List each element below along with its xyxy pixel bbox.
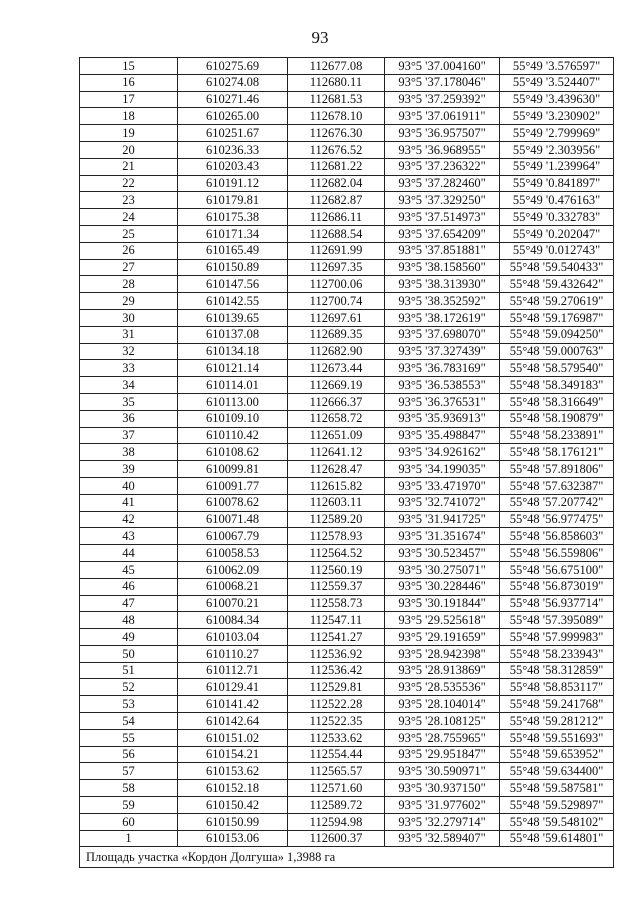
table-row <box>80 192 614 209</box>
longitude-cell: 93°5 '37.329250" <box>385 192 500 209</box>
y-coordinate-cell: 112533.62 <box>288 729 385 746</box>
point-number-cell: 50 <box>80 645 178 662</box>
x-coordinate-cell: 610108.62 <box>178 444 288 461</box>
x-coordinate-cell: 610165.49 <box>178 242 288 259</box>
y-coordinate-cell: 112688.54 <box>288 225 385 242</box>
table-row <box>80 225 614 242</box>
latitude-cell: 55°48 '59.270619" <box>500 293 614 310</box>
longitude-cell: 93°5 '29.191659" <box>385 629 500 646</box>
longitude-cell: 93°5 '30.228446" <box>385 578 500 595</box>
longitude-cell: 93°5 '38.313930" <box>385 276 500 293</box>
longitude-cell: 93°5 '33.471970" <box>385 477 500 494</box>
table-row <box>80 494 614 511</box>
x-coordinate-cell: 610121.14 <box>178 360 288 377</box>
point-number-cell: 23 <box>80 192 178 209</box>
x-coordinate-cell: 610142.64 <box>178 713 288 730</box>
point-number-cell: 15 <box>80 58 178 75</box>
table-row <box>80 662 614 679</box>
latitude-cell: 55°48 '57.207742" <box>500 494 614 511</box>
longitude-cell: 93°5 '35.498847" <box>385 427 500 444</box>
table-row <box>80 158 614 175</box>
table-row <box>80 780 614 797</box>
latitude-cell: 55°49 '3.439630" <box>500 91 614 108</box>
table-row <box>80 645 614 662</box>
y-coordinate-cell: 112560.19 <box>288 561 385 578</box>
x-coordinate-cell: 610070.21 <box>178 595 288 612</box>
latitude-cell: 55°48 '58.190879" <box>500 410 614 427</box>
point-number-cell: 59 <box>80 797 178 814</box>
longitude-cell: 93°5 '32.279714" <box>385 813 500 830</box>
point-number-cell: 21 <box>80 158 178 175</box>
x-coordinate-cell: 610203.43 <box>178 158 288 175</box>
point-number-cell: 56 <box>80 746 178 763</box>
latitude-cell: 55°48 '59.540433" <box>500 259 614 276</box>
point-number-cell: 17 <box>80 91 178 108</box>
latitude-cell: 55°48 '59.587581" <box>500 780 614 797</box>
table-row <box>80 528 614 545</box>
y-coordinate-cell: 112697.35 <box>288 259 385 276</box>
y-coordinate-cell: 112641.12 <box>288 444 385 461</box>
point-number-cell: 39 <box>80 461 178 478</box>
x-coordinate-cell: 610109.10 <box>178 410 288 427</box>
table-row <box>80 393 614 410</box>
point-number-cell: 44 <box>80 545 178 562</box>
longitude-cell: 93°5 '28.108125" <box>385 713 500 730</box>
y-coordinate-cell: 112697.61 <box>288 309 385 326</box>
x-coordinate-cell: 610110.27 <box>178 645 288 662</box>
point-number-cell: 55 <box>80 729 178 746</box>
x-coordinate-cell: 610139.65 <box>178 309 288 326</box>
point-number-cell: 33 <box>80 360 178 377</box>
latitude-cell: 55°48 '57.632387" <box>500 477 614 494</box>
y-coordinate-cell: 112522.28 <box>288 696 385 713</box>
table-row <box>80 763 614 780</box>
latitude-cell: 55°49 '3.576597" <box>500 58 614 75</box>
x-coordinate-cell: 610142.55 <box>178 293 288 310</box>
y-coordinate-cell: 112589.72 <box>288 797 385 814</box>
x-coordinate-cell: 610110.42 <box>178 427 288 444</box>
latitude-cell: 55°48 '59.529897" <box>500 797 614 814</box>
point-number-cell: 37 <box>80 427 178 444</box>
x-coordinate-cell: 610058.53 <box>178 545 288 562</box>
x-coordinate-cell: 610152.18 <box>178 780 288 797</box>
coordinates-table-body <box>80 58 614 847</box>
latitude-cell: 55°49 '0.332783" <box>500 209 614 226</box>
point-number-cell: 22 <box>80 175 178 192</box>
table-row <box>80 746 614 763</box>
latitude-cell: 55°48 '58.233943" <box>500 645 614 662</box>
y-coordinate-cell: 112658.72 <box>288 410 385 427</box>
point-number-cell: 29 <box>80 293 178 310</box>
longitude-cell: 93°5 '37.259392" <box>385 91 500 108</box>
latitude-cell: 55°48 '59.432642" <box>500 276 614 293</box>
table-row <box>80 91 614 108</box>
longitude-cell: 93°5 '37.004160" <box>385 58 500 75</box>
latitude-cell: 55°48 '58.579540" <box>500 360 614 377</box>
point-number-cell: 28 <box>80 276 178 293</box>
latitude-cell: 55°48 '59.094250" <box>500 326 614 343</box>
table-row <box>80 343 614 360</box>
longitude-cell: 93°5 '37.654209" <box>385 225 500 242</box>
longitude-cell: 93°5 '38.158560" <box>385 259 500 276</box>
y-coordinate-cell: 112547.11 <box>288 612 385 629</box>
table-row <box>80 175 614 192</box>
longitude-cell: 93°5 '38.352592" <box>385 293 500 310</box>
point-number-cell: 57 <box>80 763 178 780</box>
y-coordinate-cell: 112529.81 <box>288 679 385 696</box>
y-coordinate-cell: 112615.82 <box>288 477 385 494</box>
point-number-cell: 54 <box>80 713 178 730</box>
longitude-cell: 93°5 '31.351674" <box>385 528 500 545</box>
table-row <box>80 461 614 478</box>
x-coordinate-cell: 610271.46 <box>178 91 288 108</box>
y-coordinate-cell: 112554.44 <box>288 746 385 763</box>
table-row <box>80 629 614 646</box>
table-row <box>80 578 614 595</box>
latitude-cell: 55°48 '59.551693" <box>500 729 614 746</box>
y-coordinate-cell: 112677.08 <box>288 58 385 75</box>
table-row <box>80 293 614 310</box>
point-number-cell: 48 <box>80 612 178 629</box>
y-coordinate-cell: 112682.87 <box>288 192 385 209</box>
point-number-cell: 46 <box>80 578 178 595</box>
x-coordinate-cell: 610114.01 <box>178 377 288 394</box>
latitude-cell: 55°49 '0.841897" <box>500 175 614 192</box>
latitude-cell: 55°49 '0.012743" <box>500 242 614 259</box>
longitude-cell: 93°5 '37.514973" <box>385 209 500 226</box>
table-row <box>80 813 614 830</box>
latitude-cell: 55°48 '59.176987" <box>500 309 614 326</box>
longitude-cell: 93°5 '37.178046" <box>385 74 500 91</box>
x-coordinate-cell: 610084.34 <box>178 612 288 629</box>
y-coordinate-cell: 112628.47 <box>288 461 385 478</box>
longitude-cell: 93°5 '31.941725" <box>385 511 500 528</box>
y-coordinate-cell: 112700.06 <box>288 276 385 293</box>
point-number-cell: 26 <box>80 242 178 259</box>
x-coordinate-cell: 610067.79 <box>178 528 288 545</box>
table-row <box>80 410 614 427</box>
y-coordinate-cell: 112565.57 <box>288 763 385 780</box>
longitude-cell: 93°5 '32.741072" <box>385 494 500 511</box>
latitude-cell: 55°48 '58.349183" <box>500 377 614 394</box>
point-number-cell: 27 <box>80 259 178 276</box>
y-coordinate-cell: 112589.20 <box>288 511 385 528</box>
longitude-cell: 93°5 '35.936913" <box>385 410 500 427</box>
longitude-cell: 93°5 '34.926162" <box>385 444 500 461</box>
table-row <box>80 713 614 730</box>
longitude-cell: 93°5 '37.236322" <box>385 158 500 175</box>
latitude-cell: 55°49 '1.239964" <box>500 158 614 175</box>
y-coordinate-cell: 112682.90 <box>288 343 385 360</box>
point-number-cell: 43 <box>80 528 178 545</box>
latitude-cell: 55°48 '58.176121" <box>500 444 614 461</box>
point-number-cell: 45 <box>80 561 178 578</box>
latitude-cell: 55°48 '59.281212" <box>500 713 614 730</box>
y-coordinate-cell: 112676.52 <box>288 141 385 158</box>
y-coordinate-cell: 112681.53 <box>288 91 385 108</box>
point-number-cell: 42 <box>80 511 178 528</box>
longitude-cell: 93°5 '36.783169" <box>385 360 500 377</box>
y-coordinate-cell: 112676.30 <box>288 125 385 142</box>
y-coordinate-cell: 112686.11 <box>288 209 385 226</box>
x-coordinate-cell: 610150.89 <box>178 259 288 276</box>
table-row <box>80 612 614 629</box>
y-coordinate-cell: 112669.19 <box>288 377 385 394</box>
x-coordinate-cell: 610175.38 <box>178 209 288 226</box>
table-row <box>80 108 614 125</box>
x-coordinate-cell: 610099.81 <box>178 461 288 478</box>
coordinates-table <box>79 57 614 868</box>
table-row <box>80 696 614 713</box>
table-row <box>80 444 614 461</box>
y-coordinate-cell: 112558.73 <box>288 595 385 612</box>
x-coordinate-cell: 610129.41 <box>178 679 288 696</box>
x-coordinate-cell: 610071.48 <box>178 511 288 528</box>
latitude-cell: 55°48 '58.233891" <box>500 427 614 444</box>
x-coordinate-cell: 610153.62 <box>178 763 288 780</box>
table-row <box>80 729 614 746</box>
point-number-cell: 40 <box>80 477 178 494</box>
latitude-cell: 55°48 '56.858603" <box>500 528 614 545</box>
longitude-cell: 93°5 '30.937150" <box>385 780 500 797</box>
latitude-cell: 55°48 '56.873019" <box>500 578 614 595</box>
y-coordinate-cell: 112700.74 <box>288 293 385 310</box>
latitude-cell: 55°48 '58.853117" <box>500 679 614 696</box>
y-coordinate-cell: 112541.27 <box>288 629 385 646</box>
longitude-cell: 93°5 '30.275071" <box>385 561 500 578</box>
y-coordinate-cell: 112578.93 <box>288 528 385 545</box>
latitude-cell: 55°48 '59.548102" <box>500 813 614 830</box>
point-number-cell: 20 <box>80 141 178 158</box>
y-coordinate-cell: 112682.04 <box>288 175 385 192</box>
latitude-cell: 55°48 '57.891806" <box>500 461 614 478</box>
longitude-cell: 93°5 '28.913869" <box>385 662 500 679</box>
table-row <box>80 209 614 226</box>
longitude-cell: 93°5 '37.061911" <box>385 108 500 125</box>
y-coordinate-cell: 112666.37 <box>288 393 385 410</box>
latitude-cell: 55°49 '2.303956" <box>500 141 614 158</box>
longitude-cell: 93°5 '29.951847" <box>385 746 500 763</box>
point-number-cell: 19 <box>80 125 178 142</box>
latitude-cell: 55°48 '58.312859" <box>500 662 614 679</box>
x-coordinate-cell: 610179.81 <box>178 192 288 209</box>
latitude-cell: 55°49 '0.476163" <box>500 192 614 209</box>
x-coordinate-cell: 610151.02 <box>178 729 288 746</box>
y-coordinate-cell: 112603.11 <box>288 494 385 511</box>
point-number-cell: 47 <box>80 595 178 612</box>
longitude-cell: 93°5 '28.104014" <box>385 696 500 713</box>
y-coordinate-cell: 112564.52 <box>288 545 385 562</box>
x-coordinate-cell: 610113.00 <box>178 393 288 410</box>
x-coordinate-cell: 610236.33 <box>178 141 288 158</box>
y-coordinate-cell: 112680.11 <box>288 74 385 91</box>
point-number-cell: 36 <box>80 410 178 427</box>
longitude-cell: 93°5 '28.942398" <box>385 645 500 662</box>
latitude-cell: 55°49 '0.202047" <box>500 225 614 242</box>
latitude-cell: 55°49 '2.799969" <box>500 125 614 142</box>
table-row <box>80 595 614 612</box>
x-coordinate-cell: 610141.42 <box>178 696 288 713</box>
table-row <box>80 377 614 394</box>
longitude-cell: 93°5 '32.589407" <box>385 830 500 847</box>
x-coordinate-cell: 610147.56 <box>178 276 288 293</box>
point-number-cell: 31 <box>80 326 178 343</box>
y-coordinate-cell: 112522.35 <box>288 713 385 730</box>
y-coordinate-cell: 112536.42 <box>288 662 385 679</box>
x-coordinate-cell: 610150.99 <box>178 813 288 830</box>
x-coordinate-cell: 610112.71 <box>178 662 288 679</box>
y-coordinate-cell: 112689.35 <box>288 326 385 343</box>
point-number-cell: 53 <box>80 696 178 713</box>
x-coordinate-cell: 610265.00 <box>178 108 288 125</box>
latitude-cell: 55°48 '59.634400" <box>500 763 614 780</box>
table-row <box>80 259 614 276</box>
y-coordinate-cell: 112600.37 <box>288 830 385 847</box>
x-coordinate-cell: 610154.21 <box>178 746 288 763</box>
x-coordinate-cell: 610103.04 <box>178 629 288 646</box>
longitude-cell: 93°5 '37.698070" <box>385 326 500 343</box>
x-coordinate-cell: 610078.62 <box>178 494 288 511</box>
point-number-cell: 1 <box>80 830 178 847</box>
point-number-cell: 41 <box>80 494 178 511</box>
y-coordinate-cell: 112678.10 <box>288 108 385 125</box>
longitude-cell: 93°5 '36.957507" <box>385 125 500 142</box>
longitude-cell: 93°5 '37.851881" <box>385 242 500 259</box>
point-number-cell: 60 <box>80 813 178 830</box>
longitude-cell: 93°5 '38.172619" <box>385 309 500 326</box>
table-row <box>80 326 614 343</box>
table-row <box>80 125 614 142</box>
y-coordinate-cell: 112691.99 <box>288 242 385 259</box>
y-coordinate-cell: 112651.09 <box>288 427 385 444</box>
table-row <box>80 74 614 91</box>
longitude-cell: 93°5 '37.327439" <box>385 343 500 360</box>
point-number-cell: 32 <box>80 343 178 360</box>
y-coordinate-cell: 112681.22 <box>288 158 385 175</box>
latitude-cell: 55°48 '57.999983" <box>500 629 614 646</box>
table-row <box>80 477 614 494</box>
latitude-cell: 55°48 '56.937714" <box>500 595 614 612</box>
x-coordinate-cell: 610137.08 <box>178 326 288 343</box>
table-row <box>80 276 614 293</box>
y-coordinate-cell: 112536.92 <box>288 645 385 662</box>
latitude-cell: 55°48 '57.395089" <box>500 612 614 629</box>
table-row <box>80 797 614 814</box>
page-number: 93 <box>311 28 329 47</box>
x-coordinate-cell: 610274.08 <box>178 74 288 91</box>
longitude-cell: 93°5 '37.282460" <box>385 175 500 192</box>
point-number-cell: 49 <box>80 629 178 646</box>
x-coordinate-cell: 610251.67 <box>178 125 288 142</box>
longitude-cell: 93°5 '31.977602" <box>385 797 500 814</box>
longitude-cell: 93°5 '36.538553" <box>385 377 500 394</box>
x-coordinate-cell: 610134.18 <box>178 343 288 360</box>
x-coordinate-cell: 610068.21 <box>178 578 288 595</box>
latitude-cell: 55°48 '56.559806" <box>500 545 614 562</box>
longitude-cell: 93°5 '30.523457" <box>385 545 500 562</box>
longitude-cell: 93°5 '34.199035" <box>385 461 500 478</box>
table-row <box>80 309 614 326</box>
y-coordinate-cell: 112571.60 <box>288 780 385 797</box>
longitude-cell: 93°5 '30.590971" <box>385 763 500 780</box>
longitude-cell: 93°5 '30.191844" <box>385 595 500 612</box>
latitude-cell: 55°48 '59.653952" <box>500 746 614 763</box>
x-coordinate-cell: 610150.42 <box>178 797 288 814</box>
table-row <box>80 545 614 562</box>
point-number-cell: 30 <box>80 309 178 326</box>
latitude-cell: 55°49 '3.230902" <box>500 108 614 125</box>
longitude-cell: 93°5 '28.755965" <box>385 729 500 746</box>
table-row <box>80 242 614 259</box>
y-coordinate-cell: 112559.37 <box>288 578 385 595</box>
longitude-cell: 93°5 '29.525618" <box>385 612 500 629</box>
latitude-cell: 55°48 '59.614801" <box>500 830 614 847</box>
x-coordinate-cell: 610153.06 <box>178 830 288 847</box>
latitude-cell: 55°48 '58.316649" <box>500 393 614 410</box>
point-number-cell: 16 <box>80 74 178 91</box>
table-row <box>80 427 614 444</box>
point-number-cell: 38 <box>80 444 178 461</box>
table-row <box>80 141 614 158</box>
point-number-cell: 34 <box>80 377 178 394</box>
table-row <box>80 679 614 696</box>
latitude-cell: 55°48 '56.675100" <box>500 561 614 578</box>
table-row <box>80 561 614 578</box>
y-coordinate-cell: 112673.44 <box>288 360 385 377</box>
point-number-cell: 24 <box>80 209 178 226</box>
table-row <box>80 511 614 528</box>
latitude-cell: 55°48 '56.977475" <box>500 511 614 528</box>
longitude-cell: 93°5 '36.968955" <box>385 141 500 158</box>
table-row <box>80 58 614 75</box>
point-number-cell: 18 <box>80 108 178 125</box>
longitude-cell: 93°5 '28.535536" <box>385 679 500 696</box>
y-coordinate-cell: 112594.98 <box>288 813 385 830</box>
point-number-cell: 35 <box>80 393 178 410</box>
x-coordinate-cell: 610171.34 <box>178 225 288 242</box>
table-row <box>80 830 614 847</box>
table-row <box>80 360 614 377</box>
area-summary: Площадь участка «Кордон Долгуша» 1,3988 га <box>80 847 614 868</box>
point-number-cell: 58 <box>80 780 178 797</box>
x-coordinate-cell: 610091.77 <box>178 477 288 494</box>
latitude-cell: 55°48 '59.000763" <box>500 343 614 360</box>
table-footer-row <box>80 847 614 868</box>
x-coordinate-cell: 610191.12 <box>178 175 288 192</box>
point-number-cell: 52 <box>80 679 178 696</box>
x-coordinate-cell: 610062.09 <box>178 561 288 578</box>
point-number-cell: 25 <box>80 225 178 242</box>
point-number-cell: 51 <box>80 662 178 679</box>
x-coordinate-cell: 610275.69 <box>178 58 288 75</box>
latitude-cell: 55°49 '3.524407" <box>500 74 614 91</box>
longitude-cell: 93°5 '36.376531" <box>385 393 500 410</box>
latitude-cell: 55°48 '59.241768" <box>500 696 614 713</box>
